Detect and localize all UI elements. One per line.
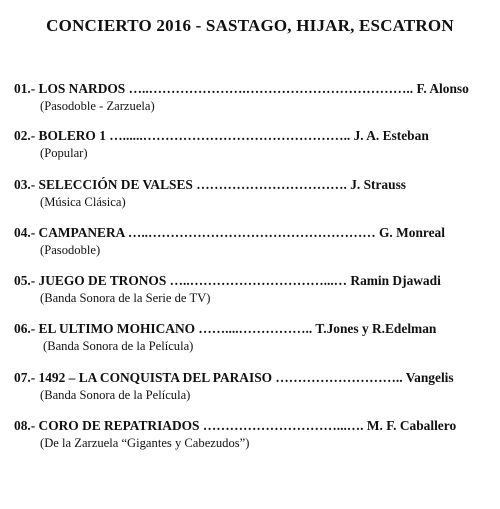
item-line: 08.- CORO DE REPATRIADOS …………………………...…. M. F. Caballero	[14, 418, 457, 433]
item-subtitle: (Banda Sonora de la Serie de TV)	[40, 291, 211, 305]
item-line: 02.- BOLERO 1 …......……………………………………….. J. A. Esteban	[14, 128, 429, 143]
item-subtitle: (Pasodoble - Zarzuela)	[40, 99, 155, 113]
item-subtitle: (Banda Sonora de la Película)	[43, 339, 194, 353]
item-subtitle: (Banda Sonora de la Película)	[40, 388, 191, 402]
item-line: 07.- 1492 – LA CONQUISTA DEL PARAISO ……………………….. Vangelis	[14, 370, 454, 385]
program-item	[0, 127, 500, 167]
program-item	[0, 417, 500, 457]
program-item	[0, 369, 500, 409]
item-subtitle: (De la Zarzuela “Gigantes y Cabezudos”)	[40, 436, 250, 450]
page-title: CONCIERTO 2016 - SASTAGO, HIJAR, ESCATRON	[46, 16, 454, 35]
item-line: 05.- JUEGO DE TRONOS …..…………………………...… Ramin Djawadi	[14, 273, 441, 288]
program-item	[0, 80, 500, 120]
item-line: 04.- CAMPANERA …..…………………………………………… G. Monreal	[14, 225, 445, 240]
item-line: 03.- SELECCIÓN DE VALSES ……………………………. J. Strauss	[14, 177, 406, 192]
item-line: 01.- LOS NARDOS …..………………….……………………………….. F. Alonso	[14, 81, 469, 96]
item-line: 06.- EL ULTIMO MOHICANO ……....…………….. T.Jones y R.Edelman	[14, 321, 437, 336]
item-subtitle: (Pasodoble)	[40, 243, 101, 257]
program-item	[0, 176, 500, 216]
program-item	[0, 224, 500, 264]
item-subtitle: (Popular)	[40, 146, 88, 160]
item-subtitle: (Música Clásica)	[40, 195, 126, 209]
program-item	[0, 320, 500, 360]
program-item	[0, 272, 500, 312]
